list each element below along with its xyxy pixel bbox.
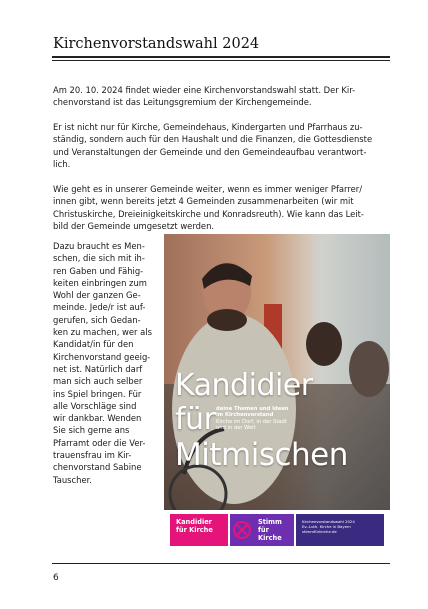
text-line: meinde. Jede/r ist auf- [53, 302, 146, 313]
text-line: und Veranstaltungen der Gemeinde und den Gemeindeaufbau verantwort- [53, 146, 367, 157]
campaign-poster [164, 234, 390, 553]
text-line: Dazu braucht es Men- [53, 241, 145, 251]
text-line: chenvorstand Sabine [53, 462, 142, 473]
text-line: ständig, sondern auch für den Haushalt und die Finanzen, die Gottesdienste [53, 134, 373, 145]
poster-sub-line: Kirche im Dorf, in der Stadt [216, 418, 287, 425]
text-line: Sie sich gerne ans [53, 425, 130, 436]
election-info-box [296, 514, 384, 546]
text-line: Wie geht es in unserer Gemeinde weiter, wenn es immer weniger Pfarrer/ [53, 184, 363, 194]
ballot-cross-icon [230, 514, 254, 546]
text-line: wir dankbar. Wenden [53, 413, 142, 424]
footer-rule [52, 563, 390, 564]
paragraph-intro [53, 84, 389, 109]
text-line: alle Vorschläge sind [53, 400, 137, 411]
text-line: Er ist nicht nur für Kirche, Gemeindehaus, Kindergarten und Pfarrhaus zu- [53, 122, 363, 132]
text-line: bild der Gemeinde umgesetzt werden. [53, 220, 215, 231]
text-line: net ist. Natürlich darf [53, 363, 143, 374]
text-line: Christuskirche, Dreieinigkeitskirche und Konradsreuth). Wie kann das Leit- [53, 208, 364, 219]
text-line: ins Spiel bringen. Für [53, 388, 142, 399]
text-line: trauensfrau im Kir- [53, 450, 132, 461]
poster-sub-line: im Kirchenvorstand [216, 412, 274, 419]
kandidier-logo-line: für Kirche [176, 526, 213, 534]
poster-sub-line: deine Themen und Ideen [216, 406, 289, 412]
poster-subtext [216, 406, 326, 432]
text-line: Wohl der ganzen Ge- [53, 290, 141, 301]
text-line: man sich auch selber [53, 376, 143, 387]
kandidier-logo-line: Kandidier [176, 518, 212, 526]
text-line: Kirchenvorstand geeig- [53, 351, 151, 362]
text-line: schen, die sich mit ih- [53, 253, 145, 264]
page-title: Kirchenvorstandswahl 2024 [53, 36, 260, 52]
stimm-logo-line: für Kirche [258, 526, 282, 542]
text-line: innen gibt, wenn bereits jetzt 4 Gemeinden zusammenarbeiten (wir mit [53, 196, 354, 207]
kandidier-logo [170, 514, 228, 546]
header-rule-thin [52, 60, 390, 61]
page-number: 6 [53, 573, 59, 583]
header-rule [52, 56, 390, 58]
text-line: ken zu machen, wer als [53, 327, 152, 338]
stimm-logo-line: Stimm [258, 518, 282, 526]
text-line: keiten einbringen zum [53, 277, 147, 288]
poster-headline-fuer: für [175, 402, 216, 437]
poster-headline-mitmischen: Mitmischen [175, 437, 348, 473]
poster-headline-kandidier: Kandidier [175, 368, 313, 403]
election-info-line: Kirchenvorstandswahl 2024 [302, 519, 355, 524]
text-line: chenvorstand ist das Leitungsgremium der Kirchengemeinde. [53, 97, 312, 108]
text-line: Am 20. 10. 2024 findet wieder eine Kirchenvorstandswahl statt. Der Kir- [53, 85, 356, 95]
election-info-line: stimmfürkirche.de [302, 529, 337, 534]
poster-logo-bar [164, 510, 390, 553]
text-line: lich. [53, 158, 71, 169]
election-info-line: Ev.-Luth. Kirche in Bayern [302, 524, 351, 529]
paragraph-responsibilities [53, 121, 389, 170]
text-line: gerufen, sich Gedan- [53, 314, 141, 325]
stimm-logo [254, 514, 294, 546]
paragraph-future [53, 183, 389, 232]
text-line: ren Gaben und Fähig- [53, 265, 144, 276]
text-line: Kandidat/in für den [53, 339, 134, 350]
poster-sub-line: und in der Welt [216, 425, 256, 432]
paragraph-call-to-action [53, 240, 157, 486]
text-line: Tauscher. [53, 474, 92, 485]
text-line: Pfarramt oder die Ver- [53, 437, 146, 448]
